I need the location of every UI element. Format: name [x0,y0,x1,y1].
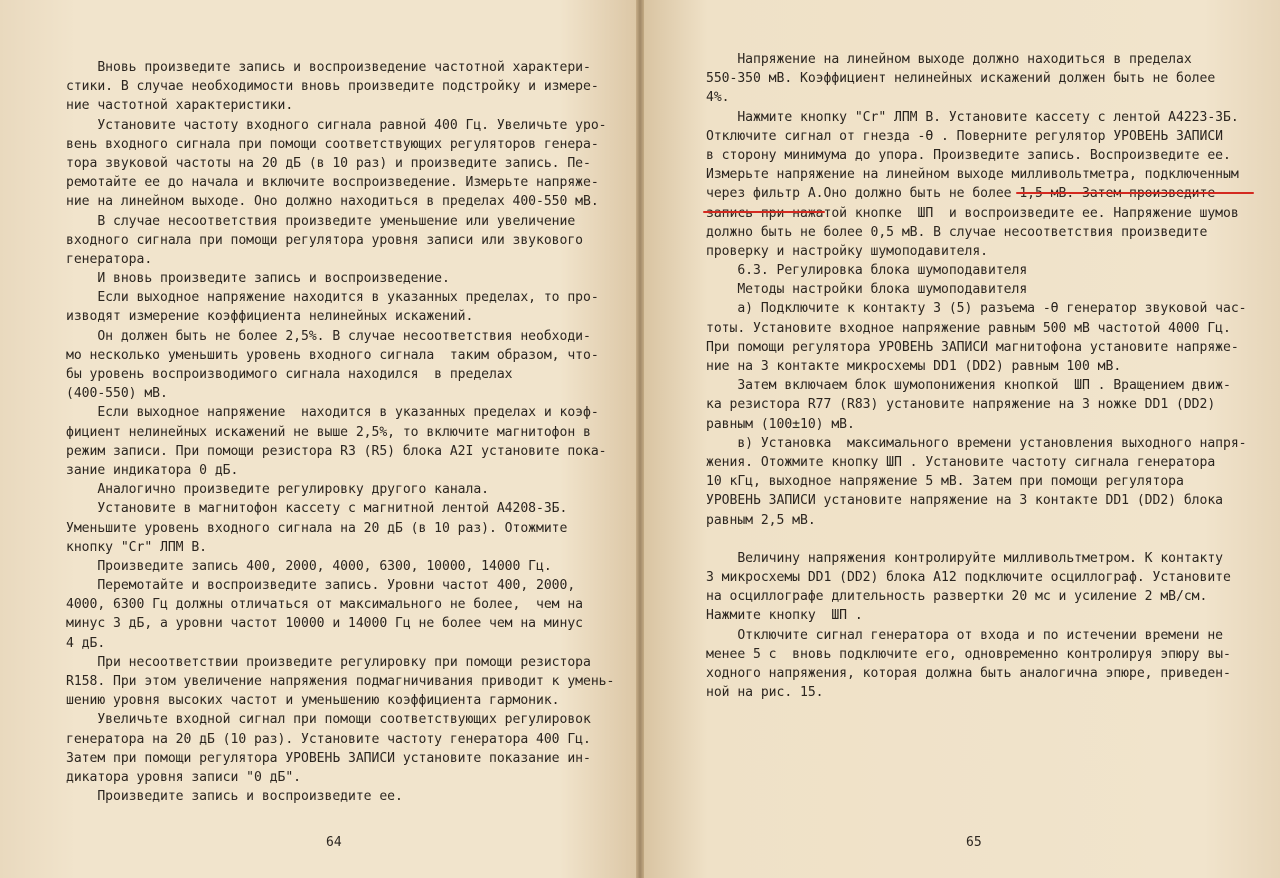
text-line: Отключите сигнал от гнезда -Ө . Поверните регулятор УРОВЕНЬ ЗАПИСИ [706,128,1223,144]
text-line: стики. В случае необходимости вновь произведите подстройку и измере- [66,79,599,95]
text-line: в) Установка максимального времени установления выходного напря- [706,435,1247,451]
red-underline-2 [703,211,825,213]
book-gutter [636,0,644,878]
text-line: жения. Отожмите кнопку ШП . Установите частоту сигнала генератора [706,454,1216,470]
text-line: Установите частоту входного сигнала равной 400 Гц. Увеличьте уро- [66,117,607,133]
text-line: Методы настройки блока шумоподавителя [706,282,1028,298]
text-line: проверку и настройку шумоподавителя. [706,243,988,259]
text-line: входного сигнала при помощи регулятора уровня записи или звукового [66,232,583,248]
text-line: При несоответствии произведите регулировку при помощи резистора [66,654,591,670]
text-line: мо несколько уменьшить уровень входного сигнала таким образом, что- [66,347,599,363]
text-line: запись при нажатой кнопке ШП и воспроизведите ее. Напряжение шумов [706,205,1239,221]
left-page [0,0,636,878]
text-line: В случае несоответствия произведите уменьшение или увеличение [66,213,576,229]
text-line: а) Подключите к контакту 3 (5) разъема -Ө генератор звуковой час- [706,301,1247,317]
text-line: Нажмите кнопку ШП . [706,608,863,624]
left-page-number: 64 [326,835,342,850]
text-line: равным 2,5 мВ. [706,512,816,528]
text-line: тора звуковой частоты на 20 дБ (в 10 раз) и произведите запись. Пе- [66,155,591,171]
text-line: на осциллографе длительность развертки 20 мс и усиление 2 мВ/см. [706,589,1208,605]
text-line: 4%. [706,90,730,106]
right-page-text [706,50,1260,702]
text-line: Затем при помощи регулятора УРОВЕНЬ ЗАПИСИ установите показание ин- [66,750,591,766]
text-line: ние на линейном выходе. Оно должно находиться в пределах 400-550 мВ. [66,194,599,210]
right-page-number: 65 [966,835,982,850]
text-line: Установите в магнитофон кассету с магнитной лентой А4208-3Б. [66,501,568,517]
text-line: 3 микросхемы DD1 (DD2) блока А12 подключите осциллограф. Установите [706,570,1231,586]
text-line: генератора на 20 дБ (10 раз). Установите частоту генератора 400 Гц. [66,731,591,747]
text-line: вень входного сигнала при помощи соответствующих регуляторов генера- [66,136,599,152]
text-line: ние на 3 контакте микросхемы DD1 (DD2) равным 100 мВ. [706,359,1122,374]
text-line: изводят измерение коэффициента нелинейных искажений. [66,309,474,325]
text-line: зание индикатора 0 дБ. [66,462,239,478]
text-line: Величину напряжения контролируйте милливольтметром. К контакту [706,550,1223,566]
text-line: Если выходное напряжение находится в указанных пределах, то про- [66,290,599,306]
text-line: ремотайте ее до начала и включите воспроизведение. Измерьте напряже- [66,175,599,191]
text-line: фициент нелинейных искажений не выше 2,5%, то включите магнитофон в [66,424,591,440]
text-line: равным (100±10) мВ. [706,416,855,432]
text-line: Нажмите кнопку "Cr" ЛПМ В. Установите кассету с лентой А4223-3Б. [706,109,1239,125]
text-line: кнопку "Cr" ЛПМ В. [66,539,207,555]
text-line: Отключите сигнал генератора от входа и по истечении времени не [706,627,1223,643]
text-line: 4 дБ. [66,635,106,651]
text-line: Вновь произведите запись и воспроизведение частотной характери- [66,60,591,75]
text-line: ной на рис. 15. [706,685,824,701]
text-line: УРОВЕНЬ ЗАПИСИ установите напряжение на 3 контакте DD1 (DD2) блока [706,493,1223,509]
text-line: Увеличьте входной сигнал при помощи соответствующих регулировок [66,712,591,728]
text-line: в сторону минимума до упора. Произведите запись. Воспроизведите ее. [706,147,1231,163]
text-line: 4000, 6300 Гц должны отличаться от максимального не более, чем на [66,597,583,613]
text-line: Перемотайте и воспроизведите запись. Уровни частот 400, 2000, [66,578,576,594]
text-line: через фильтр А.Оно должно быть не более 1,5 мВ. Затем произведите [706,186,1216,202]
text-line [706,530,1260,549]
text-line: тоты. Установите входное напряжение равным 500 мВ частотой 4000 Гц. [706,320,1231,336]
text-line: должно быть не более 0,5 мВ. В случае несоответствия произведите [706,224,1208,240]
text-line: бы уровень воспроизводимого сигнала находился в пределах [66,367,513,382]
text-line: генератора. [66,251,153,267]
text-line: ка резистора R77 (R83) установите напряжение на 3 ножке DD1 (DD2) [706,397,1216,413]
text-line: R158. При этом увеличение напряжения подмагничивания приводит к умень- [66,674,615,689]
text-line: ние частотной характеристики. [66,98,294,114]
text-line: (400-550) мВ. [66,386,168,402]
text-line: Аналогично произведите регулировку другого канала. [66,482,489,498]
text-line: 550-350 мВ. Коэффициент нелинейных искажений должен быть не более [706,71,1216,87]
text-line: ходного напряжения, которая должна быть аналогична эпюре, приведен- [706,666,1231,681]
text-line: 6.3. Регулировка блока шумоподавителя [706,263,1028,279]
text-line: Он должен быть не более 2,5%. В случае несоответствия необходи- [66,328,591,344]
red-underline-1 [1016,192,1254,194]
text-line: Уменьшите уровень входного сигнала на 20 дБ (в 10 раз). Отожмите [66,520,568,536]
text-line: менее 5 с вновь подключите его, одновременно контролируя эпюру вы- [706,646,1231,662]
text-line: режим записи. При помощи резистора R3 (R5) блока А2I установите пока- [66,443,607,459]
text-line: шению уровня высоких частот и уменьшению коэффициента гармоник. [66,693,560,709]
right-page [644,0,1280,878]
text-line: При помощи регулятора УРОВЕНЬ ЗАПИСИ магнитофона установите напряже- [706,339,1239,355]
text-line: дикатора уровня записи "0 дБ". [66,769,301,785]
text-line: Затем включаем блок шумопонижения кнопкой ШП . Вращением движ- [706,378,1231,394]
text-line: Произведите запись и воспроизведите ее. [66,789,403,805]
text-line: 10 кГц, выходное напряжение 5 мВ. Затем при помощи регулятора [706,474,1184,490]
text-line: Напряжение на линейном выходе должно находиться в пределах [706,52,1192,67]
text-line: Произведите запись 400, 2000, 4000, 6300, 10000, 14000 Гц. [66,558,552,574]
text-line: И вновь произведите запись и воспроизведение. [66,271,450,287]
text-line: минус 3 дБ, а уровни частот 10000 и 14000 Гц не более чем на минус [66,616,583,632]
text-line: Если выходное напряжение находится в указанных пределах и коэф- [66,405,599,421]
left-page-text [66,58,616,806]
text-line: Измерьте напряжение на линейном выходе милливольтметра, подключенным [706,167,1239,183]
